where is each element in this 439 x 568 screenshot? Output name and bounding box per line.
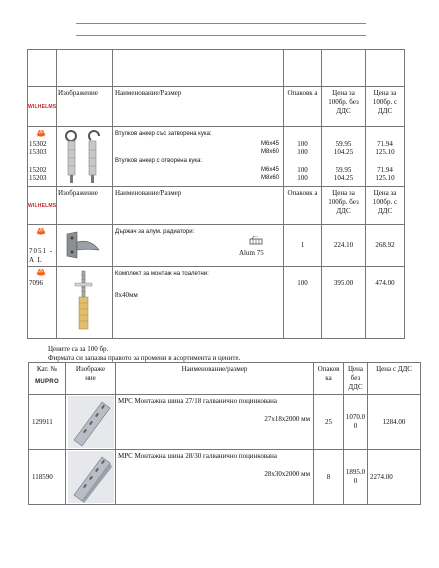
col-image-header: Изображение bbox=[58, 89, 98, 97]
price-vat-value: 71.94 bbox=[377, 166, 393, 174]
col-pack-header: Опаковк а bbox=[287, 189, 318, 197]
pack-value: 8 bbox=[326, 472, 331, 481]
price-table-wilhelms bbox=[27, 49, 405, 339]
price-vat-value: 125.10 bbox=[375, 148, 395, 156]
price-value: 224.10 bbox=[333, 241, 354, 249]
col-name-header: Наименование/размер bbox=[181, 365, 248, 373]
col-price-vat-header: Цена с ДДС bbox=[376, 365, 412, 373]
crab-icon: 🦀 bbox=[36, 268, 46, 277]
mupro-logo: MUPRO bbox=[35, 379, 59, 385]
product-code: 7051 - A L bbox=[29, 247, 54, 264]
catalog-number: 118590 bbox=[32, 472, 53, 481]
table-row bbox=[29, 450, 421, 505]
table-header-row bbox=[28, 187, 405, 225]
product-title: Втулков анкер със затворена кука: bbox=[115, 131, 212, 137]
product-code: 15203 bbox=[29, 174, 47, 182]
table-row bbox=[28, 127, 405, 187]
product-variant: Alum 75 bbox=[239, 249, 264, 257]
table-row bbox=[28, 225, 405, 267]
note-prices-per-100: Цените са за 100 бр. bbox=[48, 345, 109, 353]
crab-icon: 🦀 bbox=[36, 129, 46, 138]
mounting-rail-image bbox=[68, 396, 114, 448]
price-value: 104.25 bbox=[333, 174, 354, 182]
product-size: 8x40мм bbox=[115, 291, 138, 299]
product-title: Комплект за монтаж на тоалетни: bbox=[115, 271, 209, 277]
pack-value: 25 bbox=[325, 417, 332, 426]
pack-value: 100 bbox=[297, 148, 308, 156]
radiator-holder-image bbox=[63, 228, 103, 264]
col-image-header: Изображе ние bbox=[75, 365, 106, 382]
col-image-header: Изображение bbox=[58, 189, 98, 197]
wilhelms-logo: WILHELMS bbox=[28, 202, 57, 209]
col-price-header: Цена без ДДС bbox=[347, 365, 363, 391]
price-value: 395.00 bbox=[333, 279, 354, 287]
col-pack-header: Опаковк а bbox=[287, 89, 318, 97]
price-vat-value: 2274.00 bbox=[370, 472, 393, 481]
pack-value: 100 bbox=[297, 174, 308, 182]
col-price-vat-header: Цена за 100бр. с ДДС bbox=[372, 89, 398, 115]
table-row bbox=[28, 50, 405, 87]
pack-value: 100 bbox=[297, 166, 308, 174]
product-code: 15302 bbox=[29, 140, 47, 148]
price-table-mupro bbox=[28, 362, 421, 505]
col-name-header: Наименование/Размер bbox=[115, 89, 182, 97]
anchor-hook-image bbox=[61, 128, 109, 186]
header-rule-top bbox=[76, 23, 366, 24]
note-rights-reserved: Фирмата си запазва правото за промени в асортимента и цените. bbox=[48, 354, 241, 362]
wilhelms-logo: WILHELMS bbox=[28, 103, 57, 110]
price-vat-value: 71.94 bbox=[377, 140, 393, 148]
price-value: 59.95 bbox=[335, 140, 352, 148]
col-price-header: Цена за 100бр. без ДДС bbox=[328, 89, 359, 115]
table-row bbox=[28, 267, 405, 339]
product-size: M8x60 bbox=[260, 175, 279, 181]
col-price-vat-header: Цена за 100бр. с ДДС bbox=[372, 189, 398, 215]
product-title: MPC Монтажна шина 27/18 галванично поцинкована bbox=[118, 397, 278, 405]
mounting-rail-image bbox=[68, 451, 114, 503]
table-row bbox=[29, 395, 421, 450]
col-cat-header: Кат. № bbox=[36, 365, 58, 373]
product-size: M8x60 bbox=[260, 149, 279, 155]
pack-value: 100 bbox=[297, 140, 308, 148]
price-vat-value: 268.92 bbox=[375, 241, 395, 249]
toilet-mount-kit-image bbox=[69, 269, 99, 335]
table-header-row bbox=[29, 363, 421, 395]
product-size: M6x45 bbox=[260, 167, 279, 173]
catalog-number: 129911 bbox=[32, 417, 53, 426]
pack-value: 1 bbox=[300, 241, 305, 249]
product-size: 28x30x2000 мм bbox=[264, 470, 310, 478]
product-title: MPC Монтажна шина 28/30 галванично поцинкована bbox=[118, 452, 278, 460]
col-price-header: Цена за 100бр. без ДДС bbox=[328, 189, 359, 215]
price-value: 1070.0 0 bbox=[345, 413, 366, 430]
header-rule-bottom bbox=[76, 35, 366, 36]
product-code: 15202 bbox=[29, 166, 47, 174]
product-title: Втулков анкер с отворена кука: bbox=[115, 158, 203, 164]
pack-value: 100 bbox=[297, 279, 308, 287]
price-value: 104.25 bbox=[333, 148, 354, 156]
product-code: 7096 bbox=[29, 279, 43, 287]
product-code: 15303 bbox=[29, 148, 47, 156]
col-name-header: Наименование/Размер bbox=[115, 189, 182, 197]
crab-icon: 🦀 bbox=[36, 227, 46, 236]
product-size: 27x18x2000 мм bbox=[264, 415, 310, 423]
price-vat-value: 125.10 bbox=[375, 174, 395, 182]
radiator-symbol-icon bbox=[249, 236, 263, 245]
price-value: 59.95 bbox=[335, 166, 352, 174]
product-title: Държач за алум. радиатори: bbox=[115, 229, 195, 235]
price-vat-value: 474.00 bbox=[375, 279, 395, 287]
price-value: 1895.0 0 bbox=[345, 468, 366, 485]
price-vat-value: 1284.00 bbox=[382, 417, 406, 426]
product-size: M6x45 bbox=[260, 141, 279, 147]
table-header-row bbox=[28, 87, 405, 127]
col-pack-header: Опаков ка bbox=[317, 365, 340, 382]
